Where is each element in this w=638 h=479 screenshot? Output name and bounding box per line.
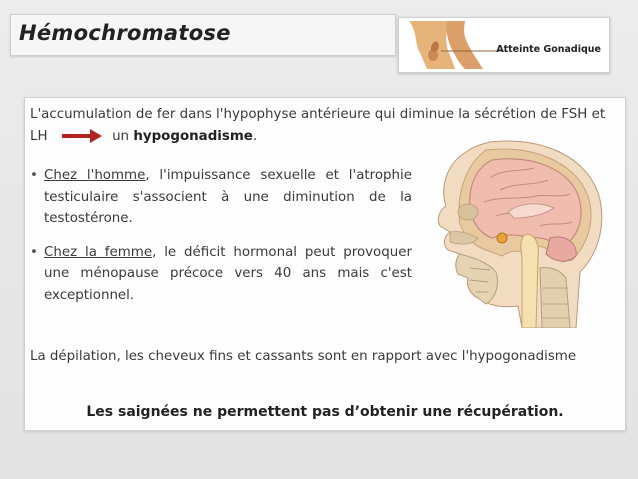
gonad-thumbnail (398, 17, 610, 73)
head-section-illustration (430, 138, 606, 328)
conclusion-text: Les saignées ne permettent pas d’obtenir une récupération. (86, 404, 564, 420)
bullet-text: , l'impuissance sexuelle et l'atrophie testiculaire s'associent à une diminution de la testostérone. (44, 168, 412, 226)
thumbnail-caption: Atteinte Gonadique (496, 44, 601, 55)
bullet-item-homme (30, 165, 412, 230)
red-arrow-icon (62, 129, 102, 143)
intro-after-arrow: un (112, 129, 130, 144)
bullet-list (30, 165, 412, 318)
page-title: Hémochromatose (19, 21, 231, 45)
depilation-text: La dépilation, les cheveux fins et cassants sont en rapport avec l'hypogonadisme (30, 349, 577, 364)
bullet-subject: Chez la femme (44, 244, 153, 260)
bullet-dot-icon: • (30, 168, 38, 183)
bullet-text: , le déficit hormonal peut provoquer une ménopause précoce vers 40 ans mais c'est exceptionnel. (44, 244, 412, 303)
intro-end: . (252, 129, 258, 144)
bullet-item-femme (30, 242, 412, 307)
intro-line-1: L'accumulation de fer dans l'hypophyse antérieure qui diminue la sécrétion de FSH et (30, 107, 606, 122)
title-bar (10, 14, 396, 56)
intro-emphasis: hypogonadisme (133, 129, 253, 144)
intro-lh: LH (30, 129, 48, 144)
bullet-subject: Chez l'homme (44, 168, 146, 183)
bullet-dot-icon: • (30, 244, 38, 260)
